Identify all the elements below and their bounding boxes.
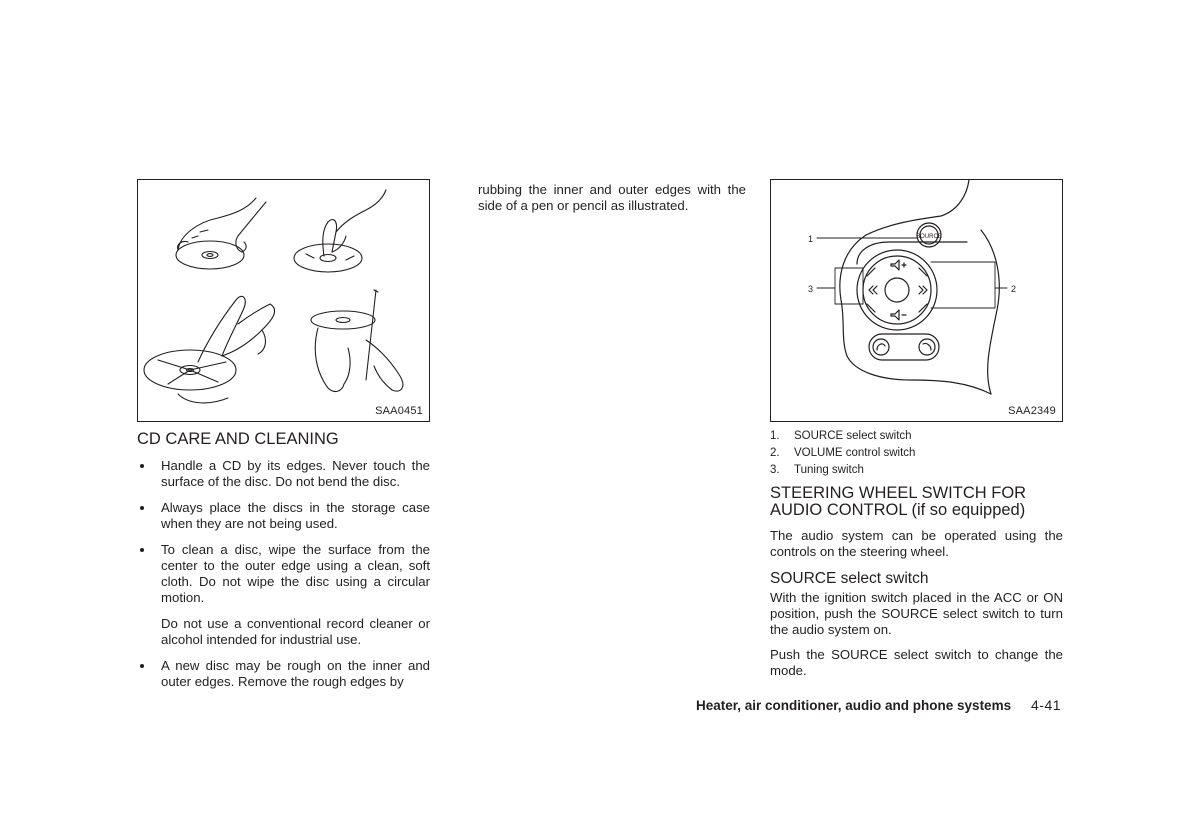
list-item: A new disc may be rough on the inner and outer edges. Remove the rough edges by [137, 658, 430, 690]
steering-switch-figure [770, 179, 1063, 422]
hand-center-disc-icon [294, 190, 386, 272]
bullet-icon [140, 548, 144, 552]
cd-care-list [137, 458, 430, 690]
cd-care-heading: CD CARE AND CLEANING [137, 430, 339, 448]
svg-text:SOURCE: SOURCE [916, 234, 942, 240]
cd-care-figure [137, 179, 430, 422]
legend-item: 2. VOLUME control switch [770, 447, 916, 459]
steering-switch-illustration [771, 180, 1062, 421]
volume-down-icon [891, 310, 899, 320]
cd-care-illustration [138, 180, 429, 421]
steering-switch-intro: The audio system can be operated using the controls on the steering wheel. [770, 528, 1063, 559]
list-item: Handle a CD by its edges. Never touch the surface of the disc. Do not bend the disc. [137, 458, 430, 490]
section-footer: Heater, air conditioner, audio and phone systems [696, 698, 1012, 713]
pen-rub-disc-icon [311, 290, 403, 391]
legend-item: 3. Tuning switch [770, 464, 864, 476]
bullet-icon [140, 506, 144, 510]
phone-buttons-icon [869, 334, 939, 360]
spoke-outline [866, 180, 969, 235]
seek-forward-icon [919, 286, 927, 294]
volume-up-icon [891, 260, 899, 270]
wipe-disc-icon [144, 296, 275, 403]
list-note: Do not use a conventional record cleaner or alcohol intended for industrial use. [161, 616, 430, 647]
hand-holding-disc-icon [176, 198, 266, 269]
list-item: Always place the discs in the storage case when they are not being used. [137, 500, 430, 532]
legend-item: 1. SOURCE select switch [770, 430, 912, 442]
continuation-text: rubbing the inner and outer edges with the side of a pen or pencil as illustrated. [478, 182, 746, 213]
steering-switch-heading: STEERING WHEEL SWITCH FOR AUDIO CONTROL (if so equipped) [770, 484, 1027, 519]
svg-text:2: 2 [1011, 284, 1017, 294]
bullet-icon [140, 464, 144, 468]
seek-back-icon [869, 286, 877, 294]
svg-text:3: 3 [807, 284, 813, 294]
figure-code: SAA0451 [375, 405, 423, 417]
list-item: To clean a disc, wipe the surface from the center to the outer edge using a clean, soft cloth. Do not wipe the disc using a circular motion. [137, 542, 430, 606]
bullet-icon [140, 664, 144, 668]
source-switch-subheading: SOURCE select switch [770, 570, 929, 587]
svg-text:1: 1 [807, 234, 813, 244]
page-number: 4-41 [1031, 697, 1062, 713]
source-switch-body: With the ignition switch placed in the ACC or ON position, push the SOURCE select switch to turn the audio system on. Push the SOURCE select switch to change the mode. [770, 590, 1063, 678]
figure-legend [770, 428, 1063, 479]
figure-code: SAA2349 [1008, 405, 1056, 417]
cd-care-body [137, 458, 430, 690]
